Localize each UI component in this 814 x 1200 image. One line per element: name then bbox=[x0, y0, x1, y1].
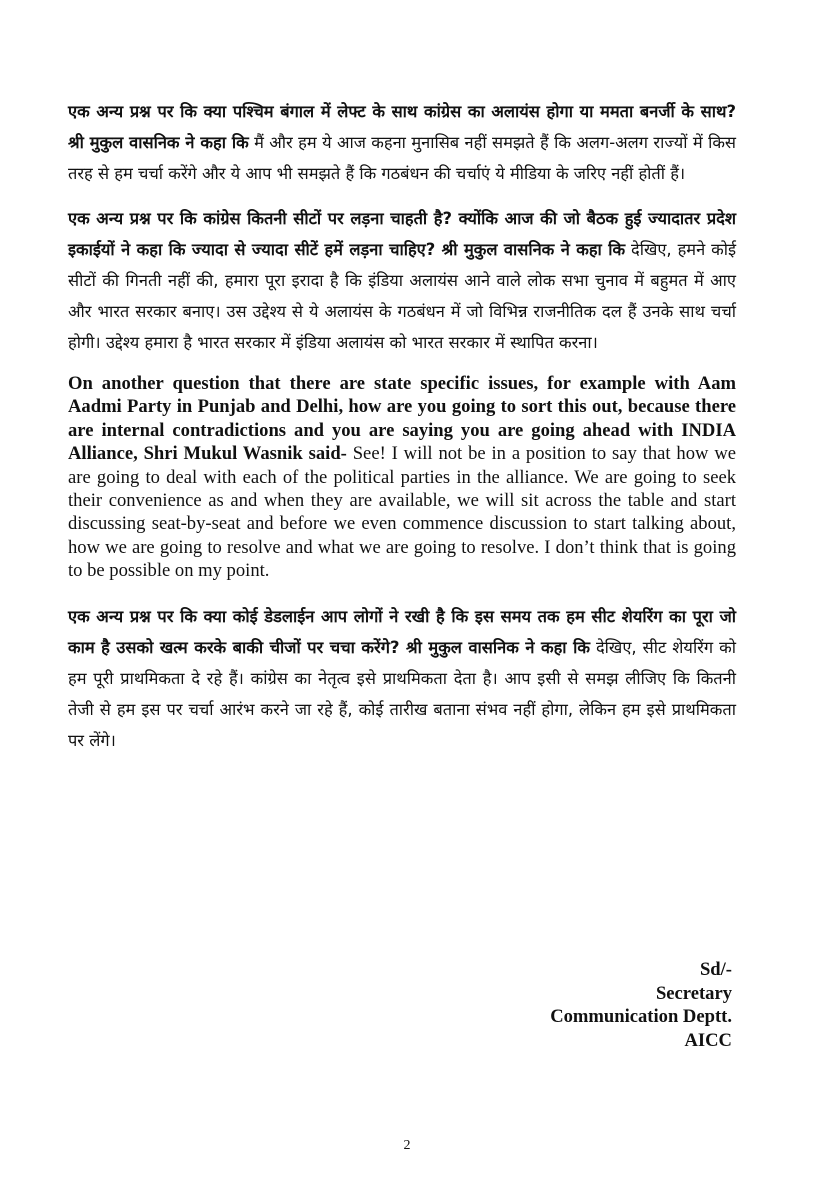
answer-text: देखिए, सीट शेयरिंग को हम पूरी प्राथमिकता दे रहे हैं। कांग्रेस का नेतृत्व इसे प्राथमिकता देता है। आप इसी से समझ लीजिए कि कितनी तेजी से हम इस पर चर्चा आरंभ करने जा रहे हैं, कोई तारीख बताना संभव नहीं होगा, लेकिन हम इसे प्राथमिकता पर लेंगे। bbox=[68, 637, 737, 750]
paragraph-seat-sharing-deadline bbox=[68, 601, 736, 756]
paragraph-state-issues-english bbox=[68, 372, 736, 583]
signature-department: Communication Deptt. bbox=[550, 1006, 732, 1027]
question-text: एक अन्य प्रश्न पर कि क्या कोई डेडलाईन आप लोगों ने रखी है कि इस समय तक हम सीट शेयरिंग का पूरा जो काम है उसको खत्म करके बाकी चीजों पर चचा करेंगे? श्री मुकुल वासनिक ने कहा कि bbox=[68, 606, 736, 657]
question-text: एक अन्य प्रश्न पर कि क्या पश्चिम बंगाल में लेफ्ट के साथ कांग्रेस का अलायंस होगा या ममता बनर्जी के साथ? श्री मुकुल वासनिक ने कहा कि bbox=[68, 102, 736, 152]
question-text: On another question that there are state specific issues, for example with Aam Aadmi Party in Punjab and Delhi, how are you going to sort this out, because there are internal contradictions and you are saying you are going ahead with INDIA Alliance, Shri Mukul Wasnik said- bbox=[68, 373, 736, 465]
paragraph-seats-contest bbox=[68, 203, 736, 358]
document-body bbox=[68, 96, 736, 770]
signature-sd: Sd/- bbox=[699, 959, 732, 980]
signature-title: Secretary bbox=[655, 982, 732, 1004]
question-text: एक अन्य प्रश्न पर कि कांग्रेस कितनी सीटों पर लड़ना चाहती है? क्योंकि आज की जो बैठक हुई ज्यादातर प्रदेश इकाईयों ने कहा कि ज्यादा से ज्यादा सीटें हमें लड़ना चाहिए? श्री मुकुल वासनिक ने कहा कि bbox=[68, 209, 736, 259]
paragraph-west-bengal-alliance bbox=[68, 96, 736, 189]
answer-text: See! I will not be in a position to say that how we are going to deal with each of the political parties in the alliance. We are going to seek their convenience as and when they are available, we will sit across the table and start discussing seat-by-seat and before we even commence discussion to start talking about, how we are going to resolve and what we are going to resolve. I don’t think that is going to be possible on my point. bbox=[68, 443, 736, 582]
answer-text: देखिए, हमने कोई सीटों की गिनती नहीं की, हमारा पूरा इरादा है कि इंडिया अलायंस आने वाले लोक सभा चुनाव में बहुमत में आए और भारत सरकार बनाए। उस उद्देश्य से ये अलायंस के गठबंधन में जो विभिन्न राजनीतिक दल हैं उनके साथ चर्चा होगी। उद्देश्य हमारा है भारत सरकार में इंडिया अलायंस को भारत सरकार में स्थापित करना। bbox=[68, 240, 736, 352]
answer-text: मैं और हम ये आज कहना मुनासिब नहीं समझते हैं कि अलग-अलग राज्यों में किस तरह से हम चर्चा करेंगे और ये आप भी समझते हैं कि गठबंधन की चर्चाएं ये मीडिया के जरिए नहीं होतीं हैं। bbox=[68, 133, 736, 183]
page-number: 2 bbox=[403, 1138, 411, 1153]
signature-org: AICC bbox=[684, 1029, 732, 1051]
signature-block bbox=[550, 958, 732, 1052]
